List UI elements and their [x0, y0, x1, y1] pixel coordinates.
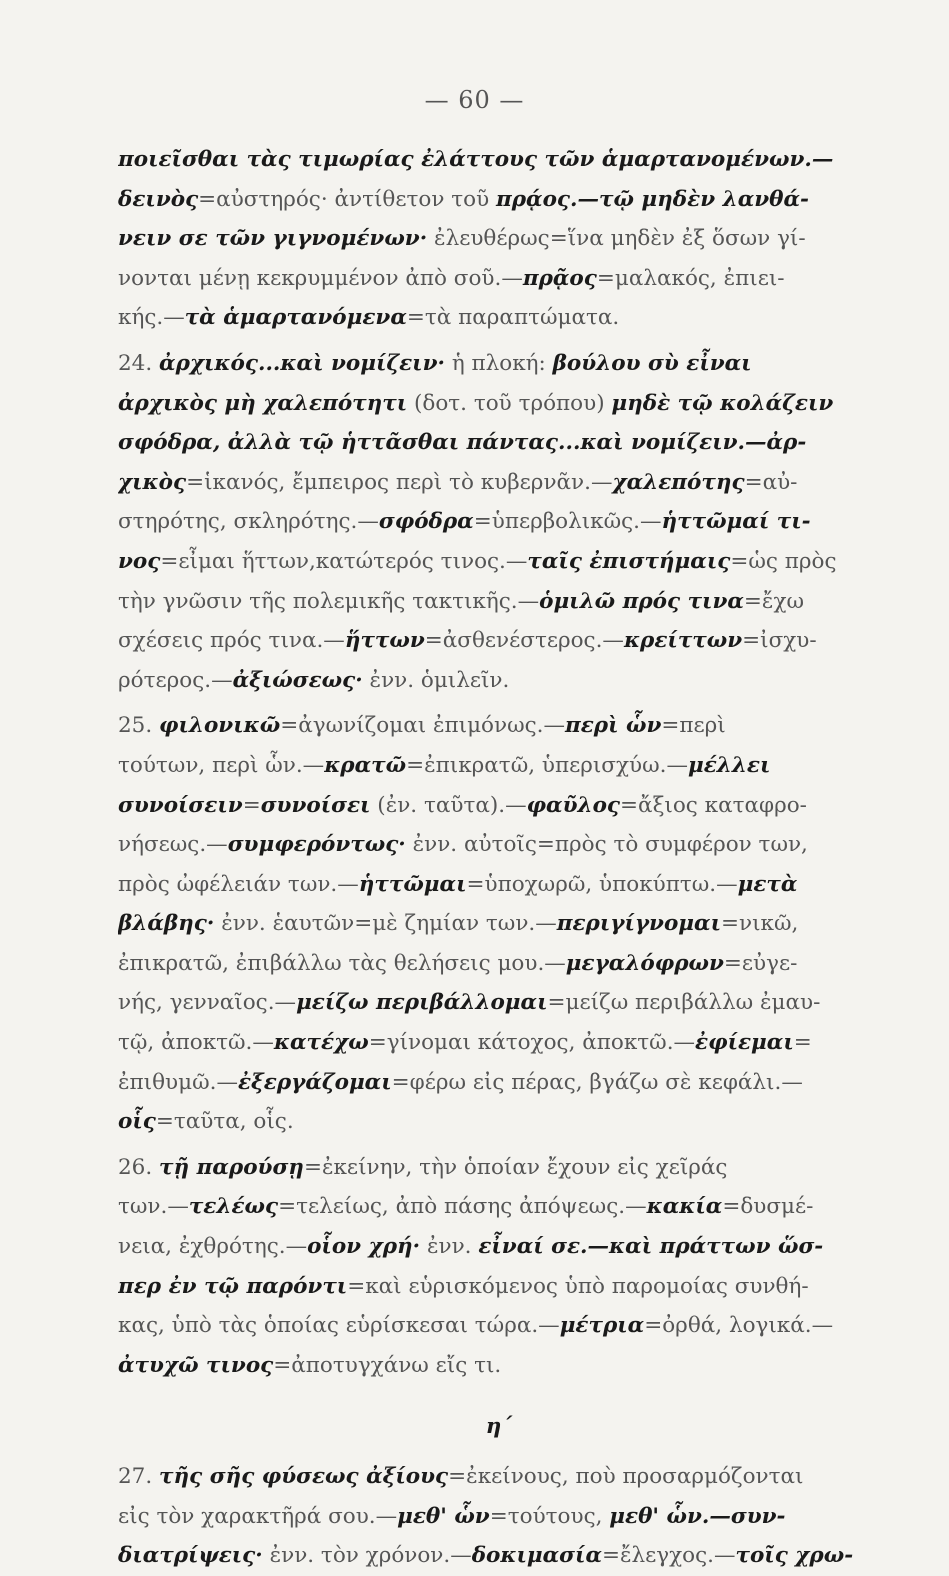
gloss: =γίνομαι κάτοχος, ἀποκτῶ.—: [368, 1030, 696, 1056]
gloss: νεια, ἐχθρότης.—: [118, 1234, 308, 1260]
gloss: =ὑποχωρῶ, ὑποκύπτω.—: [466, 871, 738, 897]
lemma: πρᾴος.—τῷ μηδὲν λανθά-: [496, 186, 809, 212]
gloss: τῷ, ἀποκτῶ.—: [118, 1030, 274, 1056]
text-line: [118, 865, 880, 905]
gloss: ἐνν. αὐτοῖς=πρὸς τὸ συμφέρον των,: [405, 832, 808, 858]
text-line: [118, 1457, 880, 1497]
gloss: =ἄξιος καταφρο-: [620, 792, 807, 818]
gloss: νήσεως.—: [118, 832, 228, 858]
lemma: μεθ' ὧν.—συν-: [609, 1503, 786, 1529]
text-line: [118, 582, 880, 622]
text-line: [118, 983, 880, 1023]
gloss: =μείζω περιβάλλω ἐμαυ-: [547, 990, 821, 1016]
gloss: =ἰσχυ-: [742, 628, 817, 654]
gloss: =ἱκανός, ἔμπειρος περὶ τὸ κυβερνᾶν.—: [186, 469, 613, 495]
text-line: [118, 1306, 880, 1346]
lemma: χαλεπότης: [612, 469, 745, 495]
lemma: σφόδρα: [378, 509, 474, 535]
lemma: μηδὲ τῷ κολάζειν: [611, 390, 834, 416]
gloss: νονται μένῃ κεκρυμμένον ἀπὸ σοῦ.—: [118, 265, 523, 291]
lemma: η´: [485, 1414, 513, 1440]
lemma: φιλονικῶ: [159, 713, 281, 739]
lemma: μετὰ: [737, 871, 798, 897]
lemma: συνοίσειν: [118, 792, 243, 818]
text-line: [118, 542, 880, 582]
text-line: [118, 621, 880, 661]
gloss: =φέρω εἰς πέρας, βγάζω σὲ κεφάλι.—: [391, 1069, 803, 1095]
commentary-text: [118, 140, 880, 1576]
gloss: ἐλευθέρως=ἵνα μηδὲν ἐξ ὅσων γί-: [427, 226, 806, 252]
lemma: οἷον χρή·: [307, 1234, 421, 1260]
lemma: κατέχω: [273, 1030, 369, 1056]
gloss: =τὰ παραπτώματα.: [406, 305, 620, 331]
gloss: =περὶ: [661, 713, 726, 739]
lemma: δεινὸς: [118, 186, 199, 212]
lemma: σφόδρα, ἀλλὰ τῷ ἡττᾶσθαι πάντας...καὶ νομίζειν.—ἀρ-: [118, 430, 807, 456]
gloss: 27.: [118, 1464, 160, 1489]
text-line: [118, 1063, 880, 1103]
gloss: =ἐκείνους, ποὺ προσαρμόζονται: [448, 1464, 804, 1489]
lemma: περιγίγνομαι: [556, 911, 721, 937]
lemma: ἥττων: [344, 628, 425, 654]
lemma: μέτρια: [559, 1313, 645, 1339]
gloss: (δοτ. τοῦ τρόπου): [407, 390, 612, 416]
text-line: [118, 219, 880, 259]
lemma: νος: [118, 548, 161, 574]
gloss: νής, γενναῖος.—: [118, 990, 297, 1016]
lemma: ποιεῖσθαι τὰς τιμωρίας ἐλάττους τῶν ἁμαρτανομένων.—: [118, 147, 834, 172]
lemma: τελέως: [188, 1194, 279, 1220]
lemma: πρᾷος: [522, 265, 597, 291]
lemma: περὶ ὧν: [564, 713, 662, 739]
text-line: [118, 423, 880, 463]
page-number: — 60 —: [424, 86, 525, 114]
gloss: =νικῶ,: [721, 911, 799, 937]
text-line: [118, 140, 880, 180]
gloss: =: [793, 1030, 812, 1056]
lemma: ἀξιώσεως·: [232, 667, 363, 693]
gloss: =ἀσθενέστερος.—: [424, 628, 624, 654]
gloss: κας, ὑπὸ τὰς ὁποίας εὑρίσκεσαι τώρα.—: [118, 1313, 560, 1339]
gloss: των.—: [118, 1194, 189, 1220]
lemma: τῇ παρούσῃ: [159, 1154, 304, 1180]
gloss: =ἔχω: [743, 588, 805, 614]
lemma: κακία: [646, 1194, 723, 1220]
gloss: =μαλακός, ἐπιει-: [596, 265, 785, 291]
gloss: ἡ πλοκή:: [444, 350, 553, 376]
lemma: συμφερόντως·: [227, 832, 406, 858]
gloss: =: [242, 792, 261, 818]
lemma: τὰ ἁμαρτανόμενα: [184, 305, 407, 331]
text-line: [118, 904, 880, 944]
text-line: [118, 1407, 880, 1447]
gloss: τούτων, περὶ ὧν.—: [118, 752, 325, 778]
gloss: =ὑπερβολικῶς.—: [473, 509, 662, 535]
text-line: [118, 298, 880, 338]
gloss: (ἐν. ταῦτα).—: [370, 792, 527, 818]
lemma: μεγαλόφρων: [565, 950, 724, 976]
gloss: =τούτους,: [489, 1503, 610, 1529]
lemma: φαῦλος: [526, 792, 621, 818]
text-line: [118, 502, 880, 542]
lemma: μείζω περιβάλλομαι: [296, 990, 548, 1016]
lemma: ἡττῶμαι: [358, 871, 467, 897]
text-line: [118, 1148, 880, 1188]
gloss: =ἐπικρατῶ, ὑπερισχύω.—: [406, 752, 688, 778]
text-line: [118, 706, 880, 746]
text-line: [118, 1267, 880, 1307]
lemma: ἀτυχῶ τινος: [118, 1352, 274, 1378]
lemma: ἐξεργάζομαι: [237, 1069, 392, 1095]
text-line: [118, 344, 880, 384]
gloss: =τελείως, ἀπὸ πάσης ἀπόψεως.—: [278, 1194, 647, 1220]
gloss: =καὶ εὑρισκόμενος ὑπὸ παρομοίας συνθή-: [347, 1273, 809, 1299]
text-line: [118, 1187, 880, 1227]
text-line: [118, 786, 880, 826]
lemma: μέλλει: [687, 752, 771, 778]
gloss: =ἀγωνίζομαι ἐπιμόνως.—: [280, 713, 565, 739]
lemma: δοκιμασία: [471, 1543, 602, 1569]
gloss: ἐπιθυμῶ.—: [118, 1069, 238, 1095]
gloss: =ἔλεγχος.—: [601, 1543, 736, 1569]
gloss: κής.—: [118, 305, 185, 331]
lemma: τῆς σῆς φύσεως ἀξίους: [159, 1464, 449, 1489]
text-line: [118, 1023, 880, 1063]
lemma: ὁμιλῶ πρός τινα: [539, 588, 744, 614]
lemma: ἐφίεμαι: [695, 1030, 794, 1056]
gloss: εἰς τὸν χαρακτῆρά σου.—: [118, 1503, 398, 1529]
gloss: =αὐστηρός· ἀντίθετον τοῦ: [198, 186, 497, 212]
lemma: κρατῶ: [324, 752, 407, 778]
gloss: 25.: [118, 713, 160, 739]
gloss: ἐνν. ἑαυτῶν=μὲ ζημίαν των.—: [214, 911, 557, 937]
gloss: =εἶμαι ἥττων,κατώτερός τινος.—: [160, 548, 528, 574]
lemma: συνοίσει: [260, 792, 371, 818]
lemma: βλάβης·: [118, 911, 215, 937]
lemma: εἶναί σε.—καὶ πράττων ὥσ-: [478, 1234, 824, 1260]
gloss: ἐνν. ὁμιλεῖν.: [362, 667, 510, 693]
lemma: βούλου σὺ εἶναι: [552, 350, 752, 376]
gloss: =ἀποτυγχάνω εἴς τι.: [273, 1352, 502, 1378]
lemma: τοῖς χρω-: [735, 1543, 854, 1569]
lemma: ἀρχικός...καὶ νομίζειν·: [159, 350, 445, 376]
gloss: τὴν γνῶσιν τῆς πολεμικῆς τακτικῆς.—: [118, 588, 540, 614]
text-line: [118, 259, 880, 299]
gloss: =εὐγε-: [723, 950, 798, 976]
lemma: ἡττῶμαί τι-: [661, 509, 811, 535]
text-line: [118, 1497, 880, 1537]
lemma: μεθ' ὧν: [397, 1503, 490, 1529]
gloss: =ἐκείνην, τὴν ὁποίαν ἔχουν εἰς χεῖράς: [303, 1154, 728, 1180]
text-line: [118, 1227, 880, 1267]
lemma: κρείττων: [623, 628, 743, 654]
gloss: =αὐ-: [744, 469, 798, 495]
text-line: [118, 1102, 880, 1142]
lemma: περ ἐν τῷ παρόντι: [118, 1273, 348, 1299]
text-line: [118, 825, 880, 865]
gloss: =ὡς πρὸς: [730, 548, 837, 574]
lemma: ταῖς ἐπιστήμαις: [527, 548, 731, 574]
gloss: =ταῦτα, οἷς.: [155, 1109, 294, 1135]
lemma: χικὸς: [118, 469, 187, 495]
text-line: [118, 661, 880, 701]
lemma: νειν σε τῶν γιγνομένων·: [118, 226, 428, 252]
gloss: =ὀρθά, λογικά.—: [644, 1313, 834, 1339]
lemma: ἀρχικὸς μὴ χαλεπότητι: [118, 390, 408, 416]
gloss: 26.: [118, 1154, 160, 1180]
gloss: στηρότης, σκληρότης.—: [118, 509, 379, 535]
text-line: [118, 944, 880, 984]
gloss: ἐνν. τὸν χρόνον.—: [262, 1543, 472, 1569]
gloss: 24.: [118, 350, 160, 376]
text-line: [118, 180, 880, 220]
text-line: [118, 1536, 880, 1576]
gloss: ἐνν.: [420, 1234, 479, 1260]
text-line: [118, 463, 880, 503]
lemma: διατρίψεις·: [118, 1543, 263, 1569]
text-line: [118, 384, 880, 424]
gloss: =δυσμέ-: [722, 1194, 814, 1220]
gloss: πρὸς ὠφέλειάν των.—: [118, 871, 359, 897]
gloss: ρότερος.—: [118, 667, 233, 693]
gloss: ἐπικρατῶ, ἐπιβάλλω τὰς θελήσεις μου.—: [118, 950, 566, 976]
lemma: οἷς: [118, 1109, 156, 1135]
gloss: σχέσεις πρός τινα.—: [118, 628, 345, 654]
text-line: [118, 1346, 880, 1386]
text-line: [118, 746, 880, 786]
